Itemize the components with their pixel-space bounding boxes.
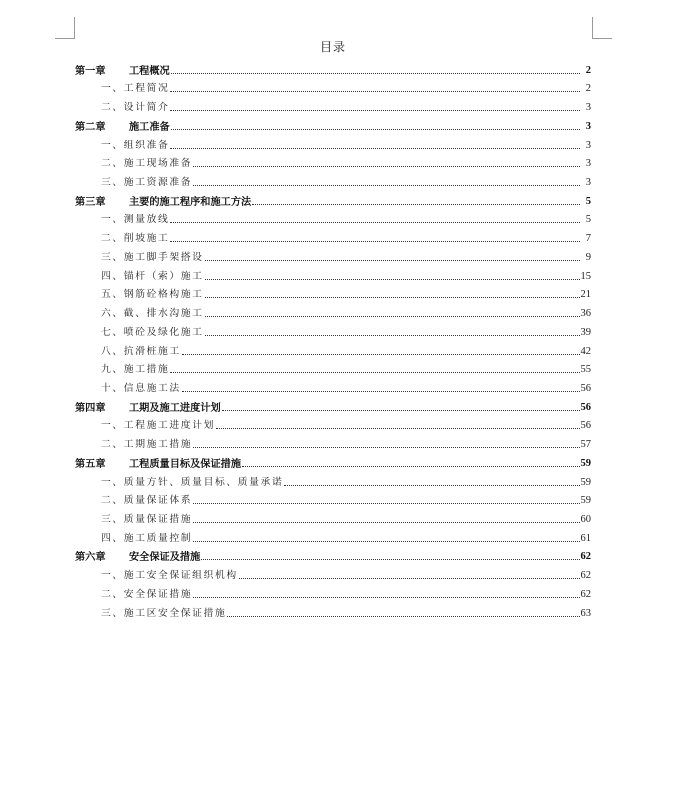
toc-entry-label: 二、安全保证措施 bbox=[101, 588, 193, 600]
toc-page-number: 55 bbox=[580, 364, 591, 376]
toc-page-number: 3 bbox=[585, 139, 591, 151]
toc-section-entry[interactable] bbox=[75, 376, 591, 395]
dot-leader bbox=[171, 73, 580, 74]
toc-section-entry[interactable] bbox=[75, 470, 591, 489]
toc-entry-label: 二、工期施工措施 bbox=[101, 439, 193, 451]
chapter-number: 第一章 bbox=[75, 65, 129, 77]
toc-section-entry[interactable] bbox=[75, 133, 591, 152]
toc-section-entry[interactable] bbox=[75, 582, 591, 601]
dot-leader bbox=[222, 410, 580, 411]
toc-entry-label: 三、施工区安全保证措施 bbox=[101, 607, 227, 619]
toc-entry-label: 一、工程施工进度计划 bbox=[101, 420, 215, 432]
toc-page-number: 63 bbox=[580, 607, 591, 619]
toc-section-entry[interactable] bbox=[75, 432, 591, 451]
toc-chapter-entry[interactable] bbox=[75, 189, 591, 208]
crop-mark-top-right bbox=[592, 17, 612, 39]
toc-section-entry[interactable] bbox=[75, 170, 591, 189]
dot-leader bbox=[193, 597, 579, 598]
dot-leader bbox=[170, 372, 579, 373]
toc-section-entry[interactable] bbox=[75, 264, 591, 283]
toc-entry-label: 二、质量保证体系 bbox=[101, 495, 193, 507]
dot-leader bbox=[193, 185, 580, 186]
toc-page-number: 59 bbox=[580, 476, 591, 488]
dot-leader bbox=[170, 91, 580, 92]
toc-page-number: 5 bbox=[585, 195, 591, 207]
toc-section-entry[interactable] bbox=[75, 507, 591, 526]
toc-section-entry[interactable] bbox=[75, 414, 591, 433]
dot-leader bbox=[170, 148, 580, 149]
toc-entry-label: 七、喷砼及绿化施工 bbox=[101, 326, 204, 338]
toc-page-number: 57 bbox=[580, 439, 591, 451]
toc-entry-label: 一、组织准备 bbox=[101, 139, 170, 151]
table-of-contents bbox=[75, 58, 591, 620]
dot-leader bbox=[252, 204, 580, 205]
toc-entry-label: 八、抗滑桩施工 bbox=[101, 345, 181, 357]
toc-chapter-entry[interactable] bbox=[75, 545, 591, 564]
toc-page-number: 2 bbox=[585, 64, 591, 76]
toc-page-number: 9 bbox=[585, 251, 591, 263]
dot-leader bbox=[201, 559, 579, 560]
dot-leader bbox=[170, 222, 580, 223]
chapter-number: 第五章 bbox=[75, 458, 129, 470]
toc-entry-label: 一、工程简况 bbox=[101, 83, 170, 95]
toc-page-number: 3 bbox=[585, 120, 591, 132]
dot-leader bbox=[193, 447, 579, 448]
chapter-number: 第二章 bbox=[75, 121, 129, 133]
toc-entry-label: 一、施工安全保证组织机构 bbox=[101, 570, 238, 582]
toc-entry-label: 六、截、排水沟施工 bbox=[101, 308, 204, 320]
toc-entry-label: 二、施工现场准备 bbox=[101, 158, 193, 170]
dot-leader bbox=[239, 578, 580, 579]
toc-title: 目录 bbox=[319, 40, 346, 54]
dot-leader bbox=[205, 316, 580, 317]
toc-chapter-entry[interactable] bbox=[75, 58, 591, 77]
dot-leader bbox=[182, 354, 580, 355]
toc-section-entry[interactable] bbox=[75, 208, 591, 227]
toc-entry-label: 二、削坡施工 bbox=[101, 233, 170, 245]
dot-leader bbox=[171, 129, 580, 130]
toc-page-number: 3 bbox=[585, 102, 591, 114]
toc-page-number: 56 bbox=[580, 401, 591, 413]
chapter-number: 第四章 bbox=[75, 402, 129, 414]
toc-page-number: 59 bbox=[580, 495, 591, 507]
dot-leader bbox=[205, 297, 580, 298]
crop-mark-top-left bbox=[55, 17, 75, 39]
dot-leader bbox=[193, 166, 580, 167]
toc-page-number: 2 bbox=[585, 83, 591, 95]
toc-entry-label: 工程质量目标及保证措施 bbox=[129, 457, 242, 470]
toc-section-entry[interactable] bbox=[75, 245, 591, 264]
toc-section-entry[interactable] bbox=[75, 320, 591, 339]
toc-page-number: 62 bbox=[580, 570, 591, 582]
toc-section-entry[interactable] bbox=[75, 489, 591, 508]
toc-entry-label: 二、设计简介 bbox=[101, 102, 170, 114]
dot-leader bbox=[193, 541, 579, 542]
toc-entry-label: 十、信息施工法 bbox=[101, 382, 181, 394]
toc-entry-label: 工期及施工进度计划 bbox=[129, 401, 221, 414]
chapter-number: 第三章 bbox=[75, 196, 129, 208]
dot-leader bbox=[182, 391, 580, 392]
dot-leader bbox=[205, 279, 580, 280]
toc-entry-label: 安全保证及措施 bbox=[129, 551, 201, 564]
toc-section-entry[interactable] bbox=[75, 95, 591, 114]
toc-page-number: 39 bbox=[580, 326, 591, 338]
toc-entry-label: 九、施工措施 bbox=[101, 364, 170, 376]
toc-entry-label: 施工准备 bbox=[129, 120, 170, 133]
dot-leader bbox=[205, 335, 580, 336]
toc-section-entry[interactable] bbox=[75, 283, 591, 302]
dot-leader bbox=[227, 616, 579, 617]
toc-page-number: 3 bbox=[585, 177, 591, 189]
toc-page-number: 62 bbox=[580, 551, 591, 563]
dot-leader bbox=[193, 503, 579, 504]
toc-page-number: 3 bbox=[585, 158, 591, 170]
toc-section-entry[interactable] bbox=[75, 358, 591, 377]
toc-section-entry[interactable] bbox=[75, 601, 591, 620]
dot-leader bbox=[242, 466, 579, 467]
toc-page-number: 61 bbox=[580, 532, 591, 544]
toc-section-entry[interactable] bbox=[75, 226, 591, 245]
toc-entry-label: 三、施工脚手架搭设 bbox=[101, 251, 204, 263]
toc-page-number: 62 bbox=[580, 588, 591, 600]
toc-entry-label: 一、质量方针、质量目标、质量承诺 bbox=[101, 476, 284, 488]
dot-leader bbox=[284, 485, 579, 486]
dot-leader bbox=[170, 110, 580, 111]
toc-page-number: 60 bbox=[580, 513, 591, 525]
toc-page-number: 36 bbox=[580, 308, 591, 320]
dot-leader bbox=[205, 260, 580, 261]
toc-section-entry[interactable] bbox=[75, 526, 591, 545]
dot-leader bbox=[216, 428, 580, 429]
toc-page-number: 7 bbox=[585, 233, 591, 245]
toc-entry-label: 三、质量保证措施 bbox=[101, 513, 193, 525]
toc-page-number: 56 bbox=[580, 382, 591, 394]
toc-page-number: 21 bbox=[580, 289, 591, 301]
toc-entry-label: 主要的施工程序和施工方法 bbox=[129, 195, 252, 208]
toc-page-number: 42 bbox=[580, 345, 591, 357]
dot-leader bbox=[170, 241, 580, 242]
toc-section-entry[interactable] bbox=[75, 563, 591, 582]
toc-page-number: 5 bbox=[585, 214, 591, 226]
toc-chapter-entry[interactable] bbox=[75, 451, 591, 470]
toc-section-entry[interactable] bbox=[75, 301, 591, 320]
toc-page-number: 59 bbox=[580, 457, 591, 469]
toc-entry-label: 四、施工质量控制 bbox=[101, 532, 193, 544]
toc-chapter-entry[interactable] bbox=[75, 395, 591, 414]
dot-leader bbox=[193, 522, 579, 523]
toc-entry-label: 三、施工资源准备 bbox=[101, 177, 193, 189]
toc-entry-label: 一、测量放线 bbox=[101, 214, 170, 226]
toc-entry-label: 四、锚杆（索）施工 bbox=[101, 270, 204, 282]
toc-section-entry[interactable] bbox=[75, 339, 591, 358]
toc-page-number: 56 bbox=[580, 420, 591, 432]
toc-section-entry[interactable] bbox=[75, 152, 591, 171]
toc-chapter-entry[interactable] bbox=[75, 114, 591, 133]
toc-entry-label: 五、钢筋砼格构施工 bbox=[101, 289, 204, 301]
toc-entry-label: 工程概况 bbox=[129, 64, 170, 77]
chapter-number: 第六章 bbox=[75, 551, 129, 563]
toc-page-number: 15 bbox=[580, 270, 591, 282]
toc-section-entry[interactable] bbox=[75, 77, 591, 96]
